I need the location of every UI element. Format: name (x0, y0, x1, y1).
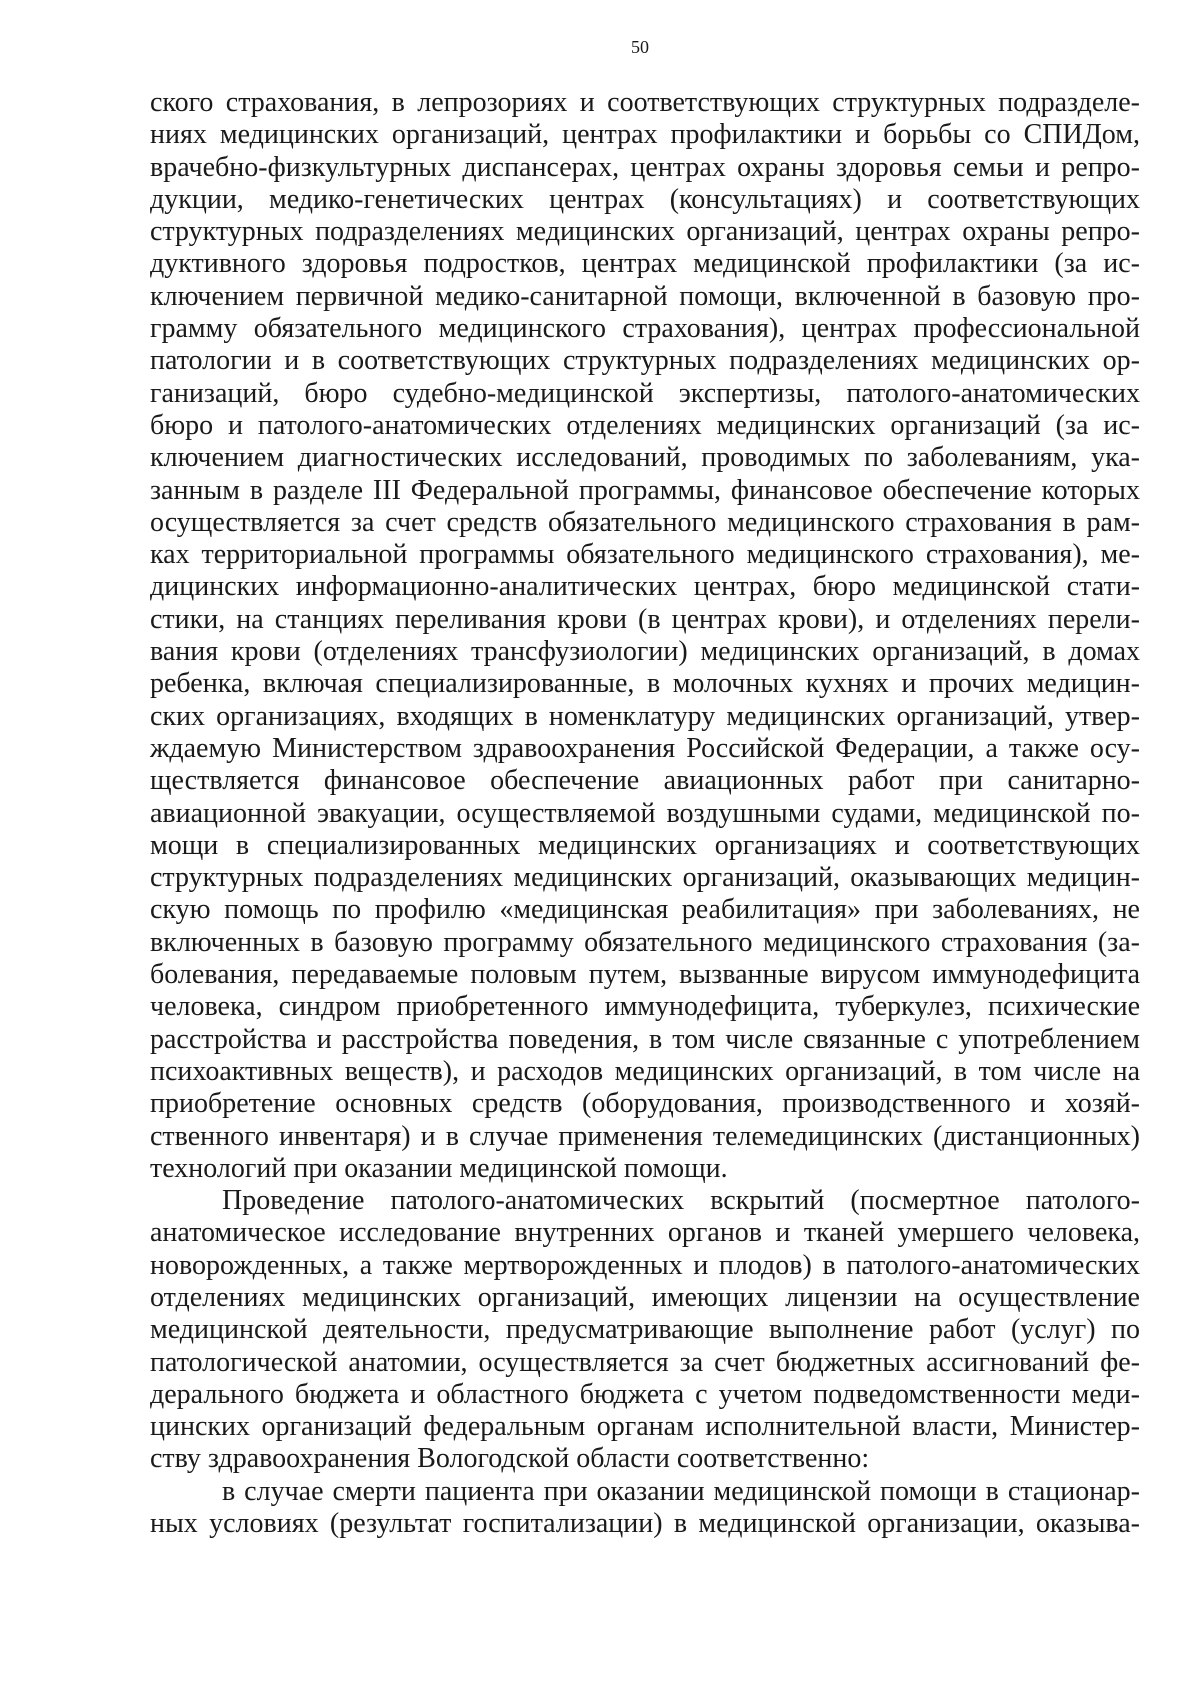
text-line: врачебно-физкультурных диспансерах, центрах охраны здоровья семьи и репро- (150, 151, 1140, 183)
text-line: психоактивных веществ), и расходов медицинских организаций, в том числе на (150, 1055, 1140, 1087)
text-line: скую помощь по профилю «медицинская реабилитация» при заболеваниях, не (150, 894, 1140, 926)
text-line: занным в разделе III Федеральной программы, финансовое обеспечение которых (150, 474, 1140, 506)
text-line: включенных в базовую программу обязательного медицинского страхования (за- (150, 926, 1140, 958)
text-line: ществляется финансовое обеспечение авиационных работ при санитарно- (150, 765, 1140, 797)
text-line: ганизаций, бюро судебно-медицинской экспертизы, патолого-анатомических (150, 377, 1140, 409)
text-line: ключением первичной медико-санитарной помощи, включенной в базовую про- (150, 280, 1140, 312)
text-line: ребенка, включая специализированные, в молочных кухнях и прочих медицин- (150, 668, 1140, 700)
text-line: медицинской деятельности, предусматривающие выполнение работ (услуг) по (150, 1314, 1140, 1346)
text-line: ках территориальной программы обязательного медицинского страхования), ме- (150, 539, 1140, 571)
text-line: болевания, передаваемые половым путем, вызванные вирусом иммунодефицита (150, 959, 1140, 991)
text-line: расстройства и расстройства поведения, в том числе связанные с употреблением (150, 1023, 1140, 1055)
text-line: дерального бюджета и областного бюджета с учетом подведомственности меди- (150, 1378, 1140, 1410)
text-line: Проведение патолого-анатомических вскрытий (посмертное патолого- (222, 1185, 1140, 1217)
text-line: бюро и патолого-анатомических отделениях медицинских организаций (за ис- (150, 409, 1140, 441)
text-line: дуктивного здоровья подростков, центрах медицинской профилактики (за ис- (150, 248, 1140, 280)
text-line: патологической анатомии, осуществляется за счет бюджетных ассигнований фе- (150, 1346, 1140, 1378)
text-line: авиационной эвакуации, осуществляемой воздушными судами, медицинской по- (150, 797, 1140, 829)
text-line: в случае смерти пациента при оказании медицинской помощи в стационар- (222, 1475, 1140, 1507)
text-line: мощи в специализированных медицинских организациях и соответствующих (150, 829, 1140, 861)
document-body (150, 87, 1140, 1540)
text-line: дукции, медико-генетических центрах (консультациях) и соответствующих (150, 183, 1140, 215)
text-line: ству здравоохранения Вологодской области соответственно: (150, 1443, 870, 1475)
text-line: структурных подразделениях медицинских организаций, оказывающих медицин- (150, 862, 1140, 894)
text-line: дицинских информационно-аналитических центрах, бюро медицинской стати- (150, 571, 1140, 603)
text-line: структурных подразделениях медицинских организаций, центрах охраны репро- (150, 216, 1140, 248)
text-line: ждаемую Министерством здравоохранения Российской Федерации, а также осу- (150, 732, 1140, 764)
text-line: технологий при оказании медицинской помощи. (150, 1152, 728, 1184)
paragraph-2 (150, 1185, 1140, 1476)
text-line: цинских организаций федеральным органам исполнительной власти, Министер- (150, 1411, 1140, 1443)
text-line: новорожденных, а также мертворожденных и плодов) в патолого-анатомических (150, 1249, 1140, 1281)
text-line: ниях медицинских организаций, центрах профилактики и борьбы со СПИДом, (150, 119, 1140, 151)
text-line: отделениях медицинских организаций, имеющих лицензии на осуществление (150, 1281, 1140, 1313)
text-line: грамму обязательного медицинского страхования), центрах профессиональной (150, 313, 1140, 345)
text-line: стики, на станциях переливания крови (в центрах крови), и отделениях перели- (150, 603, 1140, 635)
text-line: осуществляется за счет средств обязательного медицинского страхования в рам- (150, 506, 1140, 538)
text-line: ственного инвентаря) и в случае применения телемедицинских (дистанционных) (150, 1120, 1140, 1152)
text-line: анатомическое исследование внутренних органов и тканей умершего человека, (150, 1217, 1140, 1249)
text-line: человека, синдром приобретенного иммунодефицита, туберкулез, психические (150, 991, 1140, 1023)
text-line: вания крови (отделениях трансфузиологии) медицинских организаций, в домах (150, 636, 1140, 668)
text-line: ских организациях, входящих в номенклатуру медицинских организаций, утвер- (150, 700, 1140, 732)
text-line: ключением диагностических исследований, проводимых по заболеваниям, ука- (150, 442, 1140, 474)
page-number: 50 (631, 37, 649, 57)
paragraph-1 (150, 87, 1140, 1185)
paragraph-3 (150, 1476, 1140, 1541)
text-line: патологии и в соответствующих структурных подразделениях медицинских ор- (150, 345, 1140, 377)
text-line: приобретение основных средств (оборудования, производственного и хозяй- (150, 1088, 1140, 1120)
text-line: ского страхования, в лепрозориях и соответствующих структурных подразделе- (150, 87, 1140, 118)
text-line: ных условиях (результат госпитализации) в медицинской организации, оказыва- (150, 1508, 1140, 1540)
